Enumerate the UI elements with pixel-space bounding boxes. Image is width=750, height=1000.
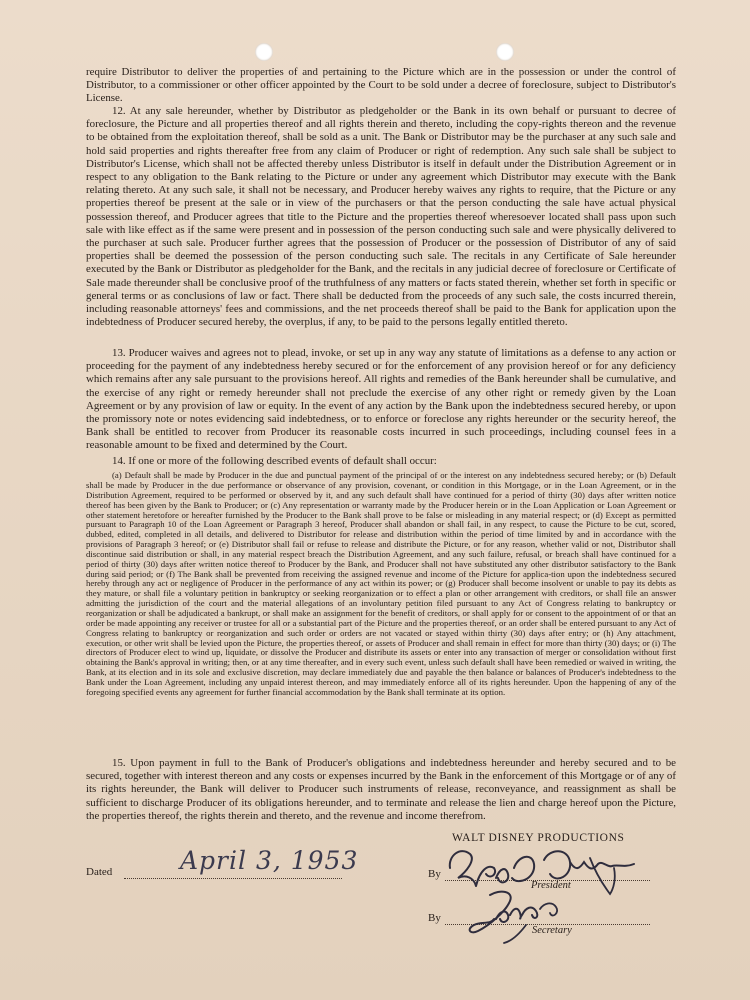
paragraph-15 [86, 757, 676, 830]
by-label-president: By [428, 868, 441, 880]
paragraph-14 [86, 455, 676, 698]
by-label-secretary: By [428, 912, 441, 924]
paragraph-12 [86, 105, 676, 336]
punch-hole-right [496, 43, 514, 61]
dated-handwritten-value: April 3, 1953 [180, 846, 359, 875]
secretary-signature [460, 885, 570, 947]
president-title: President [531, 880, 571, 891]
paragraph-13-text: 13. Producer waives and agrees not to plead, invoke, or set up in any way any statute of limitations as a defense to any action or proceeding for the payment of any indebtedness hereby secured or for the enforcement of any provision hereof or for any deficiency which remains after any sale pursuant to the provisions hereof. All rights and remedies of the Bank hereunder shall be cumulative, and the exercise of any right or remedy hereunder shall not preclude the exercise of any other right or remedy given by the Loan Agreement or by any provision of law or equity. In the event of any action by the Bank upon the indebtedness secured hereby, or upon the promissory note or notes evidencing said indebtedness, or to enforce or foreclose any rights hereunder or the security hereof, the Bank shall be entitled to recover from Producer its reasonable costs incurred in such proceedings, including counsel fees in a reasonable amount to be fixed and determined by the Court. [86, 347, 676, 452]
paragraph-14-default-events: (a) Default shall be made by Producer in the due and punctual payment of the principal of or the interest on any indebtedness secured hereby; or (b) Default shall be made by Producer in the due performance or observance of any provision, covenant, or condition in this Mortgage, or in the Loan Agreement, or in the Distribution Agreement, required to be performed or observed by it, and any such default shall have continued for a period of thirty (30) days after written notice thereof has been given by the Bank to Producer; or (c) Any representation or warranty made by the Producer herein or in the Loan Application or Loan Agreement or other statement heretofore or hereafter furnished by the Producer to the Bank shall prove to be false or misleading in any material respect; or (d) Except as permitted pursuant to Paragraph 10 of the Loan Agreement or Paragraph 3 hereof, Producer shall abandon or shall fail, in any respect, to cause the Picture to be cut, scored, dubbed, edited, completed in all details, and delivered to Distributor for release and distribution within the period of time limited by and in accordance with the provisions of Paragraph 3 hereof; or (e) Distributor shall fail or refuse to release and distribute the Picture, or for any reason, whether valid or not, Distributor shall discontinue said distribution or shall, in any material respect breach the Distribution Agreement, and any such failure, refusal, or breach shall have continued for a period of thirty (30) days after written notice thereof to Producer by the Bank, and Producer shall not have substituted any other distributor satisfactory to the Bank during said period; or (f) The Bank shall be prevented from receiving the assigned revenue and income of the Picture for applica-tion upon the indebtedness secured hereby through any act or negligence of Producer in the performance of any act within its power; or (g) Producer shall become insolvent or unable to pay its debts as they mature, or shall file a voluntary petition in bankruptcy or seeking reorganization or to effect a plan or other arrangement with creditors, or shall file an answer admitting the jurisdiction of the court and the material allegations of an involuntary petition filed pursuant to any Act of Congress relating to bankruptcy or reorganization or shall be adjudicated a bankrupt, or shall make an assignment for the benefit of creditors, or shall apply for or consent to the appointment of or that an order be made appointing any receiver or trustee for all or a substantial part of the Picture and the properties thereof, or an order shall be entered pursuant to any Act of Congress relating to bankruptcy or reorganization and such order or orders are not vacated or stayed within thirty (30) days after entry; or (h) Any attachment, execution, or other writ shall be levied upon the Picture, the properties thereof, or assets of Producer and shall remain in effect for more than thirty (30) days; or (i) The directors of Producer elect to wind up, liquidate, or dissolve the Producer and distribute its assets or enter into any transaction of merger or consolidation without first obtaining the Bank's approval in writing; then, or at any time thereafter, and in every such event, unless such default shall have been remedied or waived in writing, the Bank, at its election and in its sole and exclusive discretion, may declare immediately due and payable the then balance or balances of Producer's indebtedness to the Bank under the Loan Agreement, including any unpaid interest thereon, and may immediately enforce all of its rights hereunder. Upon the happening of any of the foregoing specified events any agreement for further financial accommodation by the Bank shall terminate at its option. [86, 470, 676, 697]
paragraph-14-lead: 14. If one or more of the following described events of default shall occur: [112, 455, 437, 467]
secretary-title: Secretary [532, 925, 572, 936]
punch-hole-left [255, 43, 273, 61]
paragraph-15-text: 15. Upon payment in full to the Bank of Producer's obligations and indebtedness hereunder and hereby secured and to be secured, together with interest thereon and any costs or expenses incurred by the Bank in the enforcement of this Mortgage or of any of its rights hereunder, the Bank will deliver to Producer such instruments of release, reconveyance, and reassignment as shall be sufficient to discharge Producer of its obligations hereunder, and to terminate and release the lien and charge hereof upon the Picture, the properties thereof, the rights therein and thereto, and the revenue and income therefrom. [86, 757, 676, 822]
paragraph-12-text: 12. At any sale hereunder, whether by Distributor as pledgeholder or the Bank in its own behalf or pursuant to decree of foreclosure, the Picture and all properties thereof and all rights therein and thereto, including the copy-rights thereon and the revenue to be obtained from the exploitation thereof, shall be sold as a unit. The Bank or Distributor may be the purchaser at any such sale and hold said properties and rights thereafter free from any claim of Producer or right of redemption. Any such sale shall be subject to Distributor's License, which shall not be affected thereby unless Distributor is itself in default under the Distribution Agreement or in respect to any obligation to the Bank relating to the Picture or under any agreement which Distributor may execute with the Bank relating thereto. At any such sale, it shall not be necessary, and Producer hereby waives any rights to require, that the Picture or any properties thereof be present at the sale or in view of the purchasers or that the person conducting the sale have actual physical possession thereof, and Producer agrees that title to the Picture and the properties thereof wheresoever located shall pass upon such sale with like effect as if the same were present and in possession of the person conducting such sale and were physically delivered to the purchaser at such sale. Producer further agrees that the possession of Producer or the possession of Distributor of any of said properties shall be deemed the possession of the person conducting such sale. The recitals in any Certificate of Sale hereunder executed by the Bank or Distributor as pledgeholder for the Bank, and the recitals in any judicial decree of foreclosure or Certificate of Sale made thereunder shall be conclusive proof of the truthfulness of any matters or facts stated therein, whether set forth in specific or general terms or as conclusions of law or fact. There shall be deducted from the proceeds of any such sale, the costs incurred therein, including reasonable attorneys' fees and commissions, and the net proceeds thereof shall be paid to the Bank for application upon the indebtedness of Producer secured hereby, the overplus, if any, to be paid to the persons legally entitled thereto. [86, 105, 676, 329]
dated-label: Dated [86, 866, 113, 878]
paragraph-13 [86, 347, 676, 459]
company-name: WALT DISNEY PRODUCTIONS [452, 832, 625, 844]
paragraph-intro-text: require Distributor to deliver the properties of and pertaining to the Picture which are in the possession or under the control of Distributor, to a commissioner or other officer appointed by the Court to be sold under a decree of foreclosure, subject to Distributor's License. [86, 66, 676, 105]
dated-line [124, 878, 342, 879]
